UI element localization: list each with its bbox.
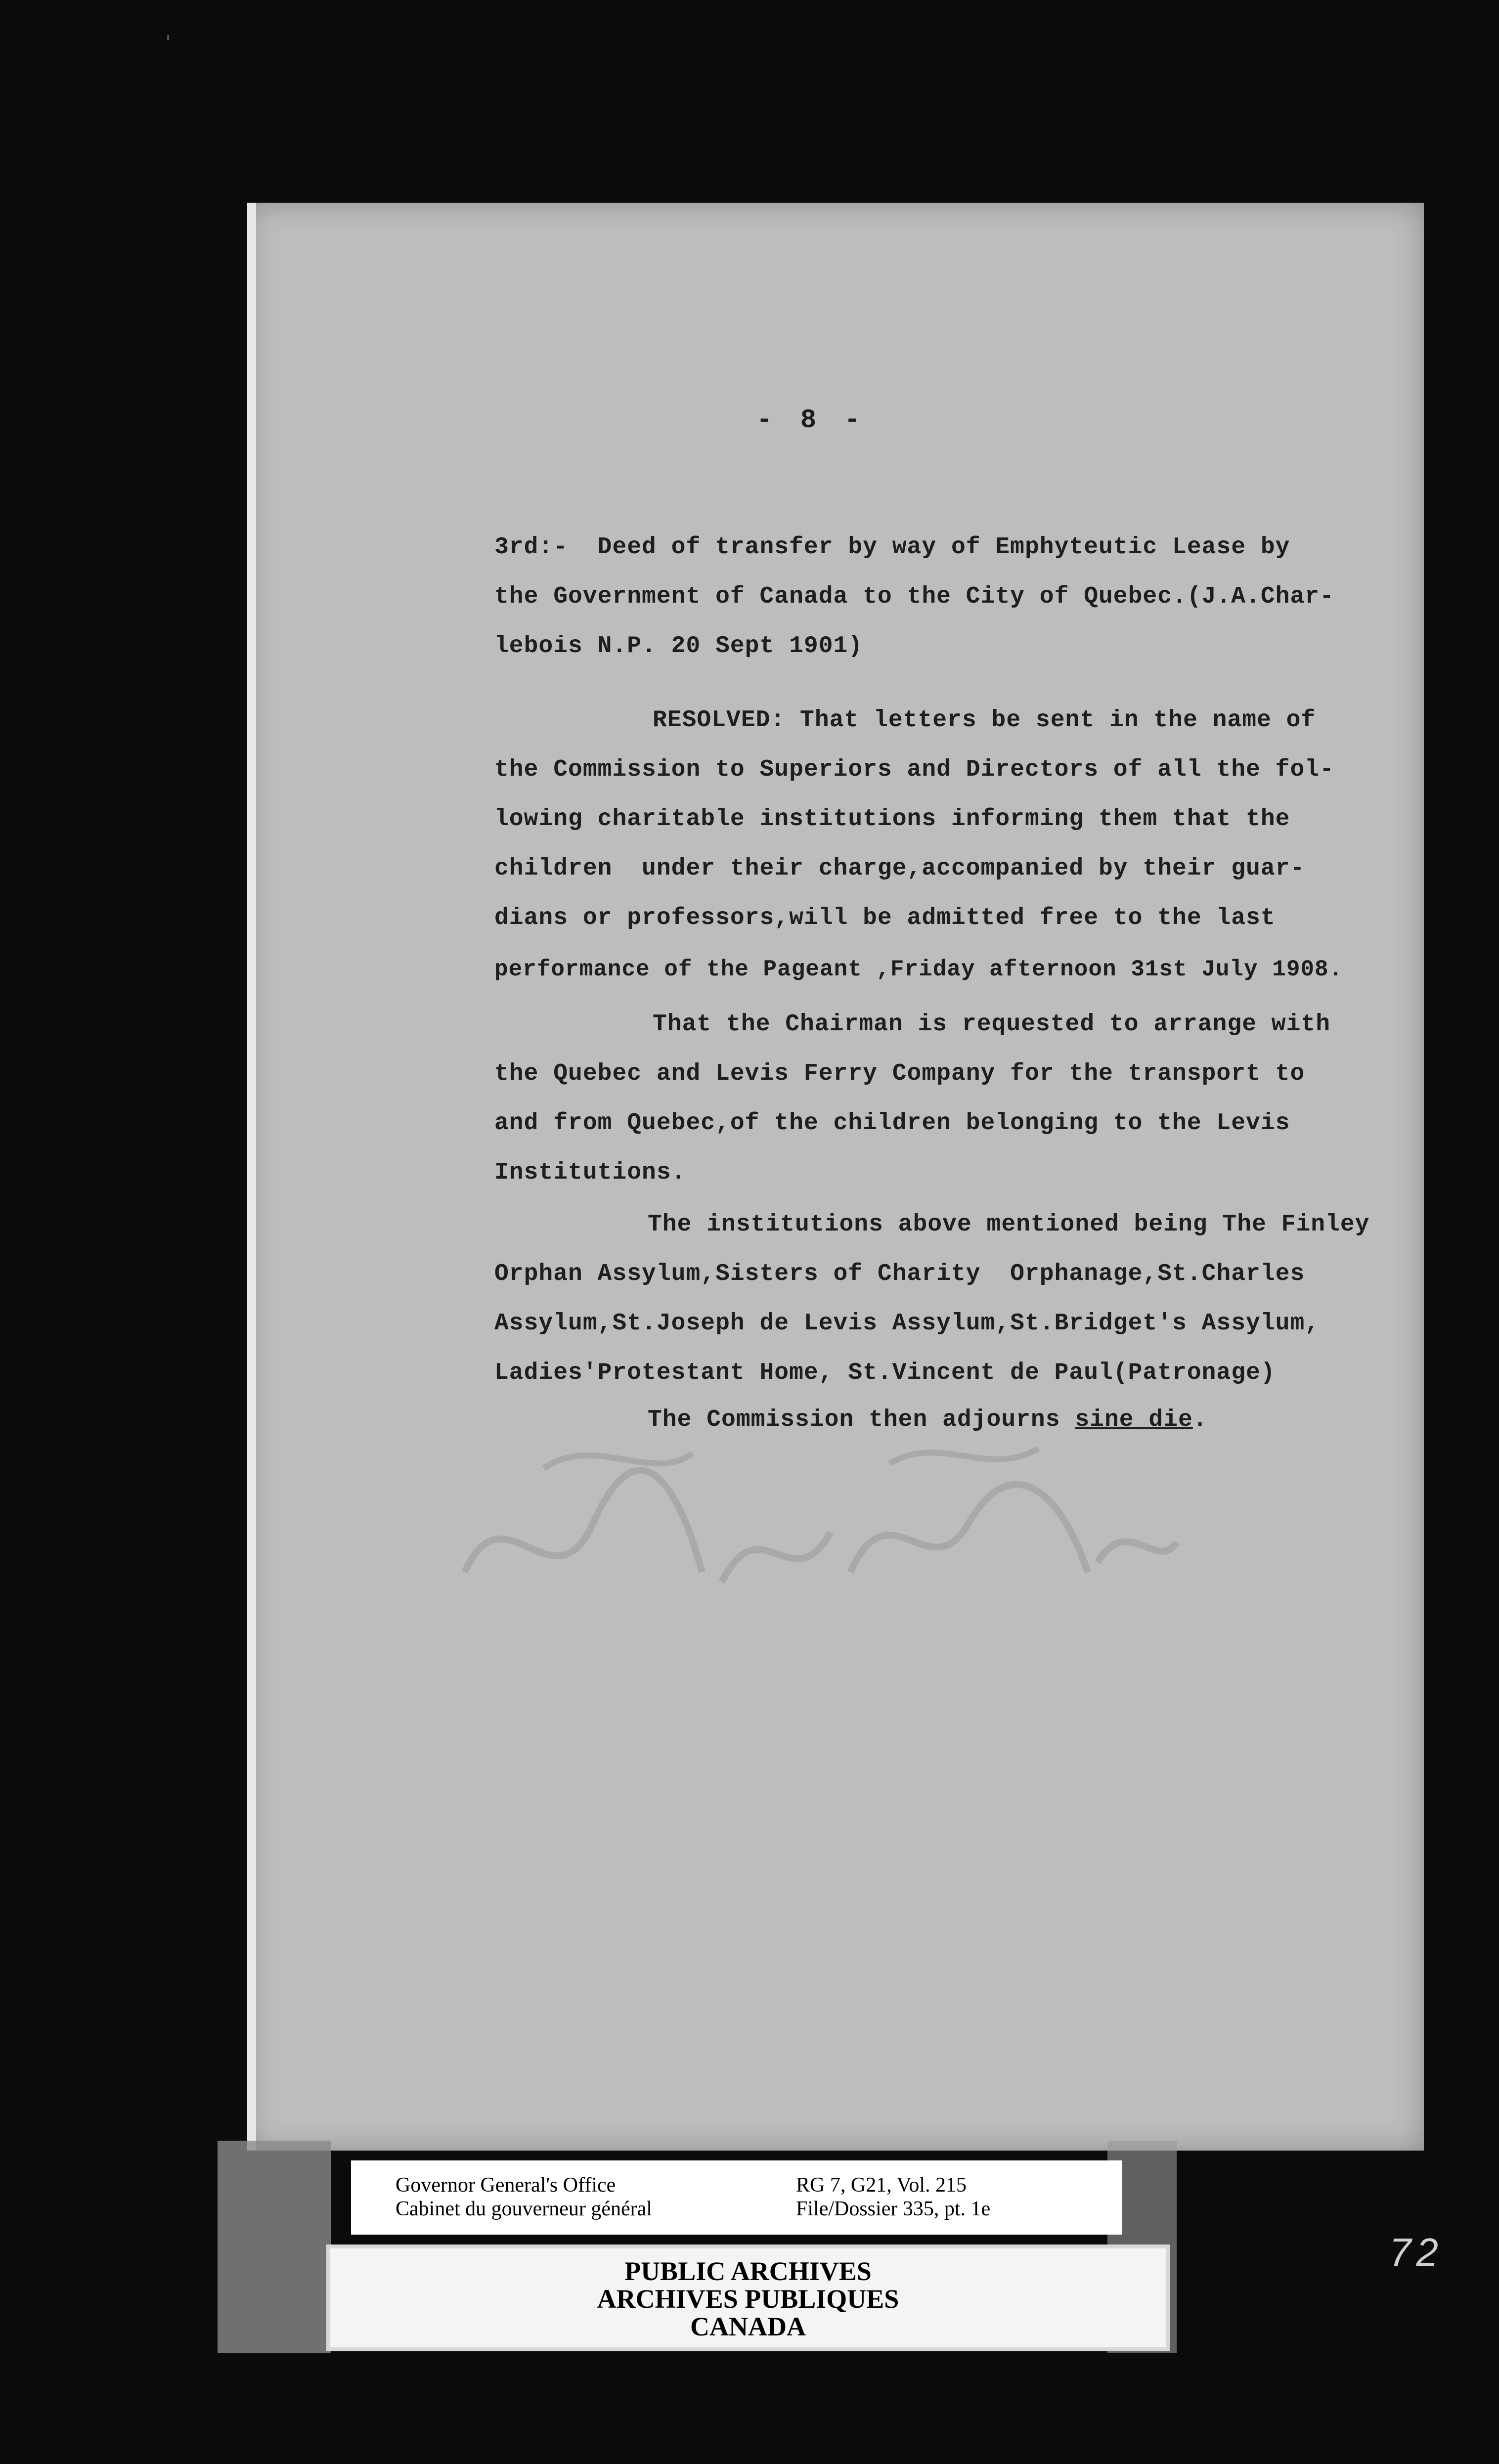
- adjourn-sine-die: sine die: [1075, 1407, 1193, 1433]
- resolved-paragraph-line: the Commission to Superiors and Directors of all the fol-: [494, 756, 1334, 783]
- institutions-paragraph-line: Ladies'Protestant Home, St.Vincent de Paul(Patronage): [494, 1360, 1276, 1386]
- film-side-strip-left: [218, 2141, 331, 2353]
- adjourn-suffix: .: [1192, 1407, 1208, 1433]
- adjourn-line: [648, 1407, 1208, 1433]
- resolved-paragraph-line: dians or professors,will be admitted free to the last: [494, 905, 1276, 931]
- deed-paragraph-line: 3rd:- Deed of transfer by way of Emphyteutic Lease by: [494, 534, 1290, 561]
- institutions-paragraph-line: Orphan Assylum,Sisters of Charity Orphanage,St.Charles: [494, 1261, 1305, 1287]
- file-reference: File/Dossier 335, pt. 1e: [796, 2198, 991, 2220]
- office-name-fr: Cabinet du gouverneur général: [396, 2198, 652, 2220]
- archives-name-fr: ARCHIVES PUBLIQUES: [597, 2284, 899, 2314]
- record-group-reference: RG 7, G21, Vol. 215: [796, 2174, 967, 2197]
- page-number: - 8 -: [756, 405, 867, 436]
- institutions-paragraph-line: Assylum,St.Joseph de Levis Assylum,St.Bridget's Assylum,: [494, 1310, 1320, 1337]
- chairman-paragraph-line: That the Chairman is requested to arrange with: [653, 1011, 1331, 1038]
- archive-reference-label: [351, 2160, 1122, 2235]
- archives-country: CANADA: [690, 2312, 806, 2341]
- institutions-paragraph-line: The institutions above mentioned being The Finley: [648, 1211, 1370, 1238]
- film-margin-tick: ˈ: [163, 30, 173, 63]
- archives-name-en: PUBLIC ARCHIVES: [624, 2256, 872, 2286]
- page-left-edge: [247, 203, 256, 2151]
- chairman-paragraph-line: and from Quebec,of the children belonging to the Levis: [494, 1110, 1290, 1137]
- adjourn-prefix: The Commission then adjourns: [648, 1407, 1075, 1433]
- document-page: [247, 203, 1424, 2151]
- public-archives-label: [326, 2244, 1170, 2351]
- resolved-paragraph-line: lowing charitable institutions informing them that the: [494, 806, 1290, 833]
- frame-number: 72: [1389, 2230, 1443, 2274]
- chairman-paragraph-line: the Quebec and Levis Ferry Company for the transport to: [494, 1060, 1305, 1087]
- resolved-paragraph-line: RESOLVED: That letters be sent in the name of: [653, 707, 1316, 734]
- resolved-paragraph-line: children under their charge,accompanied by their guar-: [494, 855, 1305, 882]
- resolved-paragraph-line: performance of the Pageant ,Friday afternoon 31st July 1908.: [494, 957, 1343, 982]
- chairman-paragraph-line: Institutions.: [494, 1159, 686, 1186]
- office-name-en: Governor General's Office: [396, 2174, 616, 2197]
- deed-paragraph-line: lebois N.P. 20 Sept 1901): [494, 633, 863, 660]
- signature-watermark: [445, 1424, 1187, 1631]
- deed-paragraph-line: the Government of Canada to the City of Quebec.(J.A.Char-: [494, 583, 1334, 610]
